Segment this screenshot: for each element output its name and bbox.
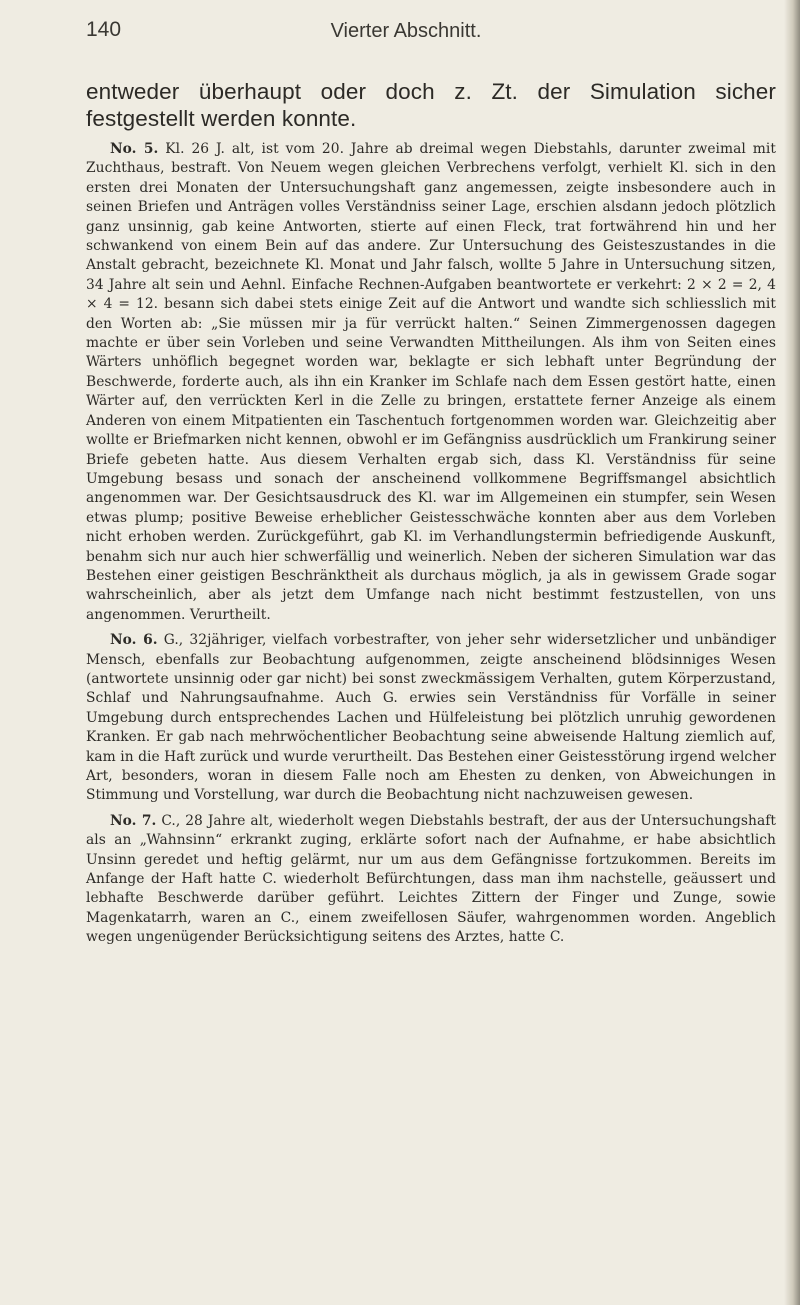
case-number: No. 7. — [110, 812, 157, 829]
case-paragraph-7 — [86, 812, 776, 948]
page-number: 140 — [86, 18, 122, 41]
case-text: Kl. 26 J. alt, ist vom 20. Jahre ab dreimal wegen Diebstahls, darunter zweimal mit Zuchthaus, bestraft. Von Neuem wegen gleichen Verbrechens verfolgt, verhielt Kl. sich in den ersten drei Monaten der Untersuchungshaft ganz angemessen, zeigte insbesondere auch in seinen Briefen und Anträgen volles Verständniss seiner Lage, erschien alsdann jedoch plötzlich ganz unsinnig, gab keine Antworten, stierte auf einen Fleck, trat fortwährend hin und her schwankend von einem Bein auf das andere. Zur Untersuchung des Geisteszustandes in die Anstalt gebracht, bezeichnete Kl. Monat und Jahr falsch, wollte 5 Jahre in Untersuchung sitzen, 34 Jahre alt sein und Aehnl. Einfache Rechnen-Aufgaben beantwortete er verkehrt: 2 × 2 = 2, 4 × 4 = 12. besann sich dabei stets einige Zeit auf die Antwort und wandte sich schliesslich mit den Worten ab: „Sie müssen mir ja für verrückt halten.“ Seinen Zimmergenossen dagegen machte er über sein Vorleben und seine Verwandten Mittheilungen. Als ihm von Seiten eines Wärters unhöflich begegnet worden war, beklagte er sich lebhaft unter Begründung der Beschwerde, forderte auch, als ihn ein Kranker im Schlafe nach dem Essen gestört hatte, einen Wärter auf, den verrückten Kerl in die Zelle zu bringen, erstattete ferner Anzeige als einem Anderen von einem Mitpatienten ein Taschentuch fortgenommen worden war. Gleichzeitig aber wollte er Briefmarken nicht kennen, obwohl er im Gefängniss ausdrücklich um Frankirung seiner Briefe gebeten hatte. Aus diesem Verhalten ergab sich, dass Kl. Verständniss für seine Umgebung besass und sonach der anscheinend vollkommene Begriffsmangel absichtlich angenommen war. Der Gesichtsausdruck des Kl. war im Allgemeinen ein stumpfer, sein Wesen etwas plump; positive Beweise erheblicher Geistesschwäche konnten aber aus dem Vorleben nicht erhoben werden. Zurückgeführt, gab Kl. im Verhandlungstermin befriedigende Auskunft, benahm sich nur auch hier schwerfällig und weinerlich. Neben der sicheren Simulation war das Bestehen einer geistigen Beschränktheit als durchaus möglich, ja als in gewissem Grade sogar wahrscheinlich, aber als jetzt dem Umfange nach nicht bestimmt festzustellen, von uns angenommen. Verurtheilt. — [86, 141, 776, 623]
case-text: C., 28 Jahre alt, wiederholt wegen Diebstahls bestraft, der aus der Untersuchungshaft als an „Wahnsinn“ erkrankt zuging, erklärte sofort nach der Aufnahme, er habe absichtlich Unsinn geredet und heftig gelärmt, nur um aus dem Gefängnisse fortzukommen. Bereits im Anfange der Haft hatte C. wiederholt Befürchtungen, dass man ihm nachstelle, geäussert und lebhafte Beschwerde darüber geführt. Leichtes Zittern der Finger und Zunge, sowie Magenkatarrh, waren an C., einem zweifellosen Säufer, wahrgenommen worden. Angeblich wegen ungenügender Berücksichtigung seitens des Arztes, hatte C. — [86, 812, 776, 946]
body-text — [86, 78, 776, 948]
case-text: G., 32jähriger, vielfach vorbestrafter, von jeher sehr widersetzlicher und unbändiger Mensch, ebenfalls zur Beobachtung aufgenommen, zeigte anscheinend blödsinniges Wesen (antwortete unsinnig oder gar nicht) bei sonst zweckmässigem Verhalten, gutem Körperzustand, Schlaf und Nahrungsaufnahme. Auch G. erwies sein Verständniss für Vorfälle in seiner Umgebung durch entsprechendes Lachen und Hülfeleistung bei plötzlich unruhig gewordenen Kranken. Er gab nach mehrwöchentlicher Beobachtung seine abweisende Haltung ziemlich auf, kam in die Haft zurück und wurde verurtheilt. Das Bestehen einer Geistesstörung irgend welcher Art, besonders, woran in diesem Falle noch am Ehesten zu denken, von Abweichungen in Stimmung und Vorstellung, war durch die Beobachtung nicht nachzuweisen gewesen. — [86, 632, 776, 804]
case-number: No. 5. — [110, 141, 159, 157]
running-head: Vierter Abschnitt. — [330, 20, 482, 42]
case-paragraph-5 — [86, 140, 776, 625]
case-paragraph-6 — [86, 631, 776, 806]
lead-paragraph: entweder überhaupt oder doch z. Zt. der Simulation sicher festgestellt werden konnte. — [86, 79, 776, 131]
page-edge-shadow — [784, 0, 800, 1305]
case-number: No. 6. — [110, 632, 158, 649]
